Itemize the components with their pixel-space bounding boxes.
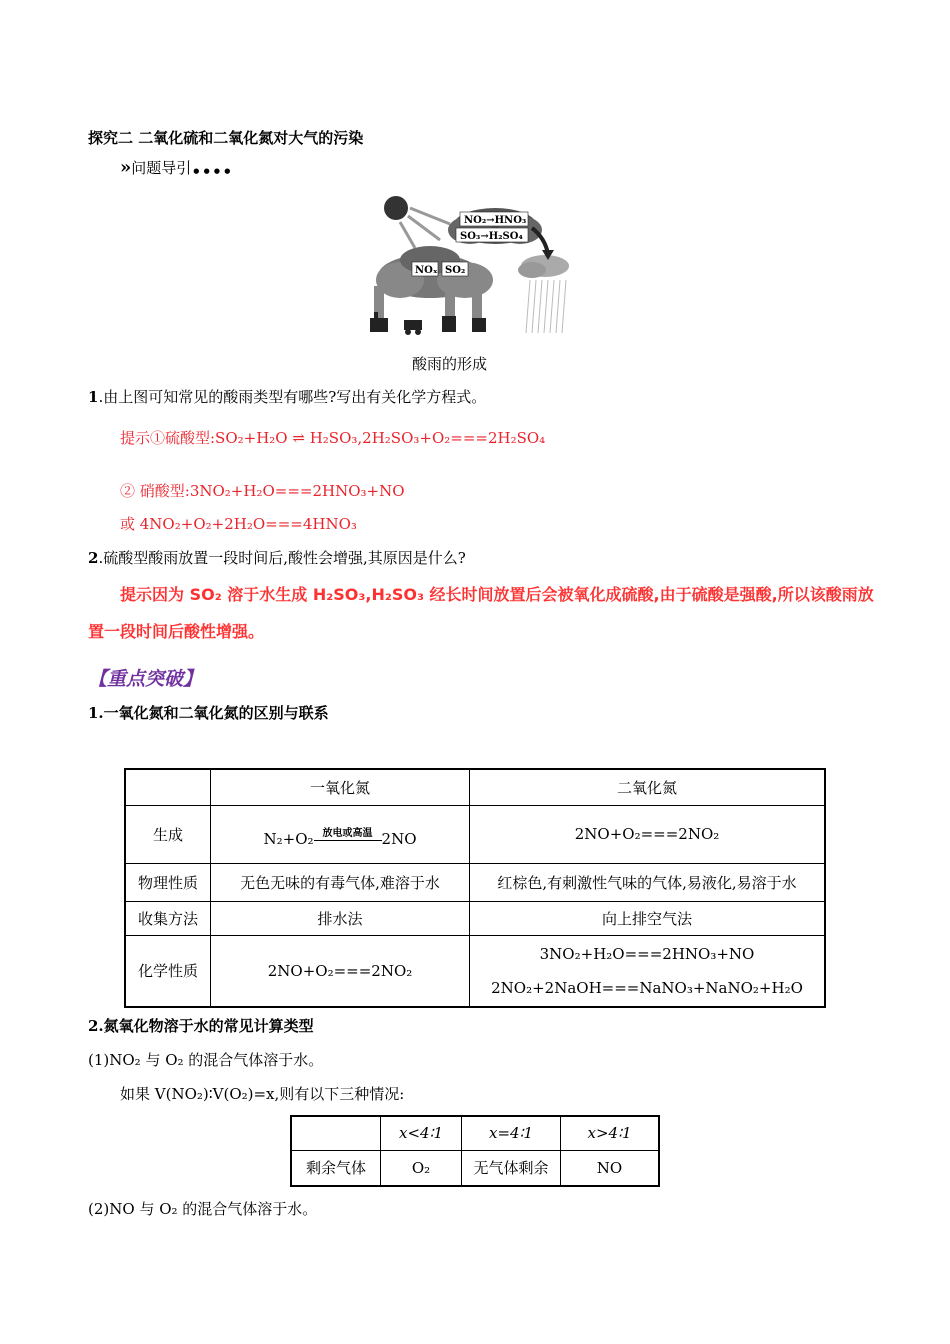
label-no2-hno3: NO₂→HNO₃	[464, 215, 527, 226]
table-cell: 无气体剩余	[462, 1150, 561, 1186]
table-row-label: 物理性质	[125, 863, 211, 901]
label-nox: NOₓ	[415, 265, 438, 276]
hint-1-line-2: ② 硝酸型:3NO₂+H₂O===2HNO₃+NO	[120, 482, 405, 500]
question-1: 1.由上图可知常见的酸雨类型有哪些?写出有关化学方程式。	[88, 388, 487, 406]
table-row-label: 生成	[125, 805, 211, 863]
table-row	[125, 805, 825, 863]
table-header-cell: 二氧化氮	[470, 769, 826, 805]
figure-caption: 酸雨的形成	[412, 355, 488, 373]
hint-2-line-1: 提示因为 SO₂ 溶于水生成 H₂SO₃,H₂SO₃ 经长时间放置后会被氧化成硫酸,由于硫酸是强酸,所以该酸雨放	[120, 585, 874, 604]
key-point-1-title: 1.一氧化氮和二氧化氮的区别与联系	[88, 704, 329, 722]
table-header-cell	[291, 1116, 381, 1150]
section-title: 探究二 二氧化硫和二氧化氮对大气的污染	[88, 129, 364, 147]
key-point-2-item-2: (2)NO 与 O₂ 的混合气体溶于水。	[88, 1200, 318, 1218]
table-cell: 红棕色,有刺激性气味的气体,易液化,易溶于水	[470, 863, 826, 901]
ratio-statement: 如果 V(NO₂)∶V(O₂)=x,则有以下三种情况:	[120, 1085, 405, 1103]
guide-dots: ● ● ● ●	[193, 167, 232, 175]
truck-icon	[404, 320, 422, 335]
table-header-cell: x>4∶1	[561, 1116, 660, 1150]
table-cell: 无色无味的有毒气体,难溶于水	[211, 863, 470, 901]
plant-icon	[472, 318, 486, 332]
table-header-cell: x<4∶1	[381, 1116, 462, 1150]
label-so2: SO₂	[445, 265, 466, 276]
key-points-heading: 【重点突破】	[88, 668, 203, 690]
table-cell: 2NO+O₂===2NO₂	[211, 935, 470, 1007]
table-cell: NO	[561, 1150, 660, 1186]
table-row-label: 化学性质	[125, 935, 211, 1007]
building-icon	[442, 316, 456, 332]
acid-rain-illustration	[360, 188, 585, 338]
table-cell: 向上排空气法	[470, 901, 826, 935]
hint-2-line-2: 置一段时间后酸性增强。	[88, 622, 265, 641]
table-cell: 排水法	[211, 901, 470, 935]
key-point-2-item-1: (1)NO₂ 与 O₂ 的混合气体溶于水。	[88, 1051, 324, 1069]
table-header-cell	[125, 769, 211, 805]
table-row-label: 剩余气体	[291, 1150, 381, 1186]
table-header-row	[125, 769, 825, 805]
table-row-label: 收集方法	[125, 901, 211, 935]
table-cell: N₂+O₂ 放电或高温 2NO	[211, 805, 470, 863]
acid-rain-figure	[360, 188, 585, 338]
remaining-gas-table	[290, 1115, 660, 1187]
hint-1-line-3: 或 4NO₂+O₂+2H₂O===4HNO₃	[120, 515, 357, 533]
sun-icon	[384, 196, 450, 248]
table-header-cell: 一氧化氮	[211, 769, 470, 805]
no-vs-no2-table	[124, 768, 826, 1008]
guide-heading	[120, 157, 231, 178]
table-row	[125, 935, 825, 1007]
table-header-cell: x=4∶1	[462, 1116, 561, 1150]
table-row	[125, 901, 825, 935]
label-so3-h2so4: SO₃→H₂SO₄	[460, 231, 523, 242]
guide-label: 问题导引	[131, 159, 192, 177]
table-row	[125, 863, 825, 901]
table-cell: O₂	[381, 1150, 462, 1186]
table-cell: 2NO+O₂===2NO₂	[470, 805, 826, 863]
table-header-row	[291, 1116, 659, 1150]
key-point-2-title: 2.氮氧化物溶于水的常见计算类型	[88, 1017, 314, 1035]
question-2: 2.硫酸型酸雨放置一段时间后,酸性会增强,其原因是什么?	[88, 549, 466, 567]
table-cell: 3NO₂+H₂O===2HNO₃+NO 2NO₂+2NaOH===NaNO₃+NaNO₂+H₂O	[470, 935, 826, 1007]
table-row	[291, 1150, 659, 1186]
double-chevron-icon: »	[120, 157, 132, 178]
reaction-condition: 放电或高温	[322, 827, 373, 839]
rain-drops	[526, 280, 566, 333]
rain-cloud	[518, 255, 569, 278]
hint-1-line-1: 提示①硫酸型:SO₂+H₂O ⇌ H₂SO₃,2H₂SO₃+O₂===2H₂SO₄	[120, 429, 546, 447]
